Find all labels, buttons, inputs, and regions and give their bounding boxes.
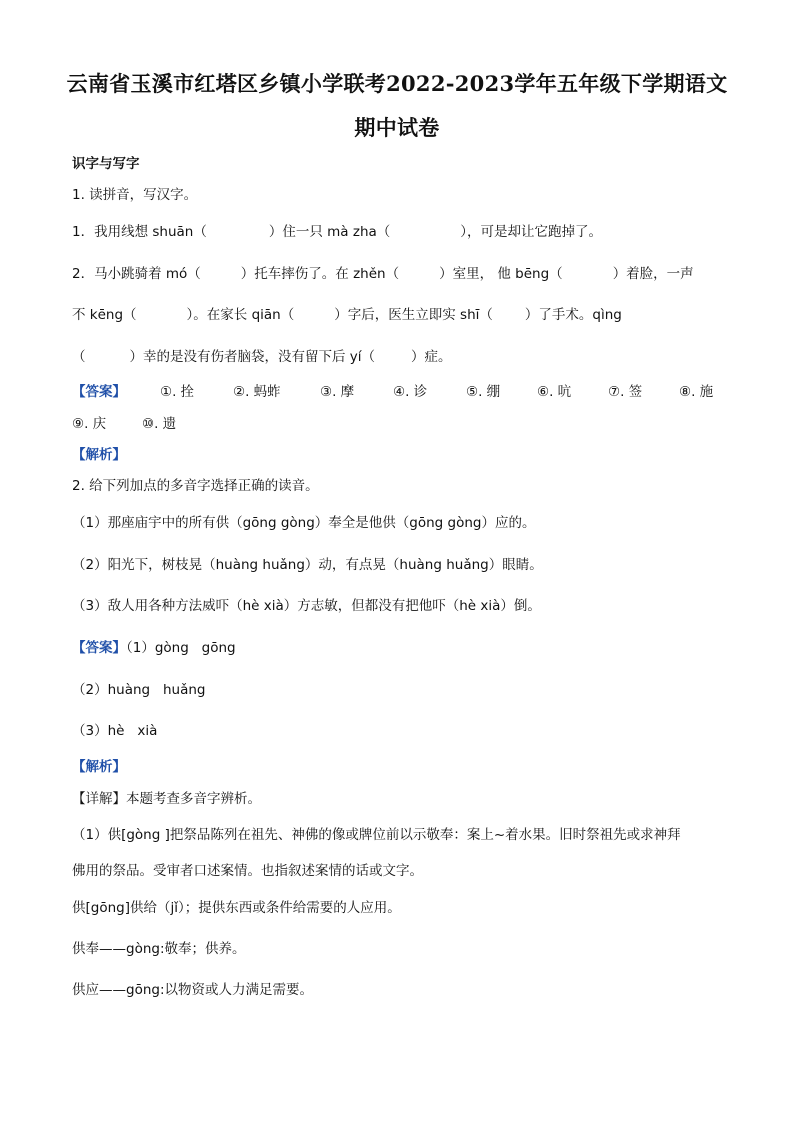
detail-paragraph-3: 供奉——gòng:敬奉；供养。 <box>72 941 246 957</box>
q1-answer-2: ②. 蚂蚱 <box>233 384 281 400</box>
q1-line2-part4: ）着脸，一声 <box>612 266 694 282</box>
q2-answer-1: （1）gòng gōng <box>126 640 236 656</box>
q1-line3-part3: ）字后，医生立即实 shī（ <box>334 307 493 323</box>
q1-answer-1: ①. 拴 <box>160 384 195 400</box>
q1-line2 <box>72 262 694 282</box>
detail-paragraph-1: （1）供[gòng ]把祭品陈列在祖先、神佛的像或牌位前以示敬奉：案上~着水果。旧时祭祖先或求神拜 <box>72 827 681 843</box>
q1-line2-part3: ）室里， 他 bēng（ <box>439 266 563 282</box>
detail-paragraph-4: 供应——gōng:以物资或人力满足需要。 <box>72 982 314 998</box>
q1-line1-part1: 1．我用线想 shuān（ <box>72 224 207 240</box>
q2-sentence-3: （3）敌人用各种方法威吓（hè xià）方志敏，但都没有把他吓（hè xià）倒。 <box>72 598 541 614</box>
q2-sentence-1: （1）那座庙宇中的所有供（gōng gòng）奉全是他供（gōng gòng）应的。 <box>72 515 536 531</box>
detail-intro: 本题考查多音字辨析。 <box>126 791 261 807</box>
detail-line <box>72 787 261 807</box>
q1-line1-part3: ），可是却让它跑掉了。 <box>460 224 603 240</box>
detail-paragraph-1b: 佛用的祭品。受审者口述案情。也指叙述案情的话或文字。 <box>72 863 423 879</box>
q1-line1 <box>72 220 602 240</box>
q1-line3-part4: ）了手术。qìng <box>524 307 622 323</box>
q1-line4-part2: ）幸的是没有伤者脑袋，没有留下后 yí（ <box>129 349 376 365</box>
q1-line2-part2: ）托车摔伤了。在 zhěn（ <box>240 266 400 282</box>
q1-answer-4: ④. 诊 <box>393 384 428 400</box>
q1-answer-10: ⑩. 遗 <box>142 416 177 432</box>
q1-line4 <box>72 345 452 365</box>
q2-sentence-2: （2）阳光下，树枝晃（huàng huǎng）动，有点晃（huàng huǎng）眼睛。 <box>72 557 543 573</box>
q1-line4-part1: （ <box>72 349 86 365</box>
q1-prompt: 1. 读拼音，写汉字。 <box>72 187 198 203</box>
q1-answer-8: ⑧. 施 <box>679 384 714 400</box>
q1-answer-6: ⑥. 吭 <box>537 384 572 400</box>
section-heading: 识字与写字 <box>72 156 140 172</box>
q1-answer-label: 【答案】 <box>72 384 126 400</box>
q2-answer-line1 <box>72 636 236 656</box>
q1-line3-part1: 不 kēng（ <box>72 307 137 323</box>
q2-answer-2: （2）huàng huǎng <box>72 682 206 698</box>
q2-prompt: 2. 给下列加点的多音字选择正确的读音。 <box>72 478 319 494</box>
q1-line4-part3: ）症。 <box>411 349 452 365</box>
q1-line1-part2: ）住一只 mà zha（ <box>268 224 391 240</box>
q2-analysis-label: 【解析】 <box>72 759 126 775</box>
q1-line2-part1: 2．马小跳骑着 mó（ <box>72 266 201 282</box>
document-title-line1: 云南省玉溪市红塔区乡镇小学联考2022-2023学年五年级下学期语文 <box>66 71 728 96</box>
document-title-line2: 期中试卷 <box>354 115 440 140</box>
detail-label: 【详解】 <box>72 791 126 807</box>
q1-answer-5: ⑤. 绷 <box>466 384 501 400</box>
q1-analysis-label: 【解析】 <box>72 447 126 463</box>
q2-answer-3: （3）hè xià <box>72 723 158 739</box>
q2-answer-label: 【答案】 <box>72 640 126 656</box>
q1-line3-part2: ）。在家长 qiān（ <box>186 307 295 323</box>
q1-answer-3: ③. 摩 <box>320 384 355 400</box>
q1-line3 <box>72 303 622 323</box>
q1-answer-9: ⑨. 庆 <box>72 416 107 432</box>
q1-answer-7: ⑦. 签 <box>608 384 643 400</box>
detail-paragraph-2: 供[gōng]供给（jǐ）；提供东西或条件给需要的人应用。 <box>72 900 401 916</box>
